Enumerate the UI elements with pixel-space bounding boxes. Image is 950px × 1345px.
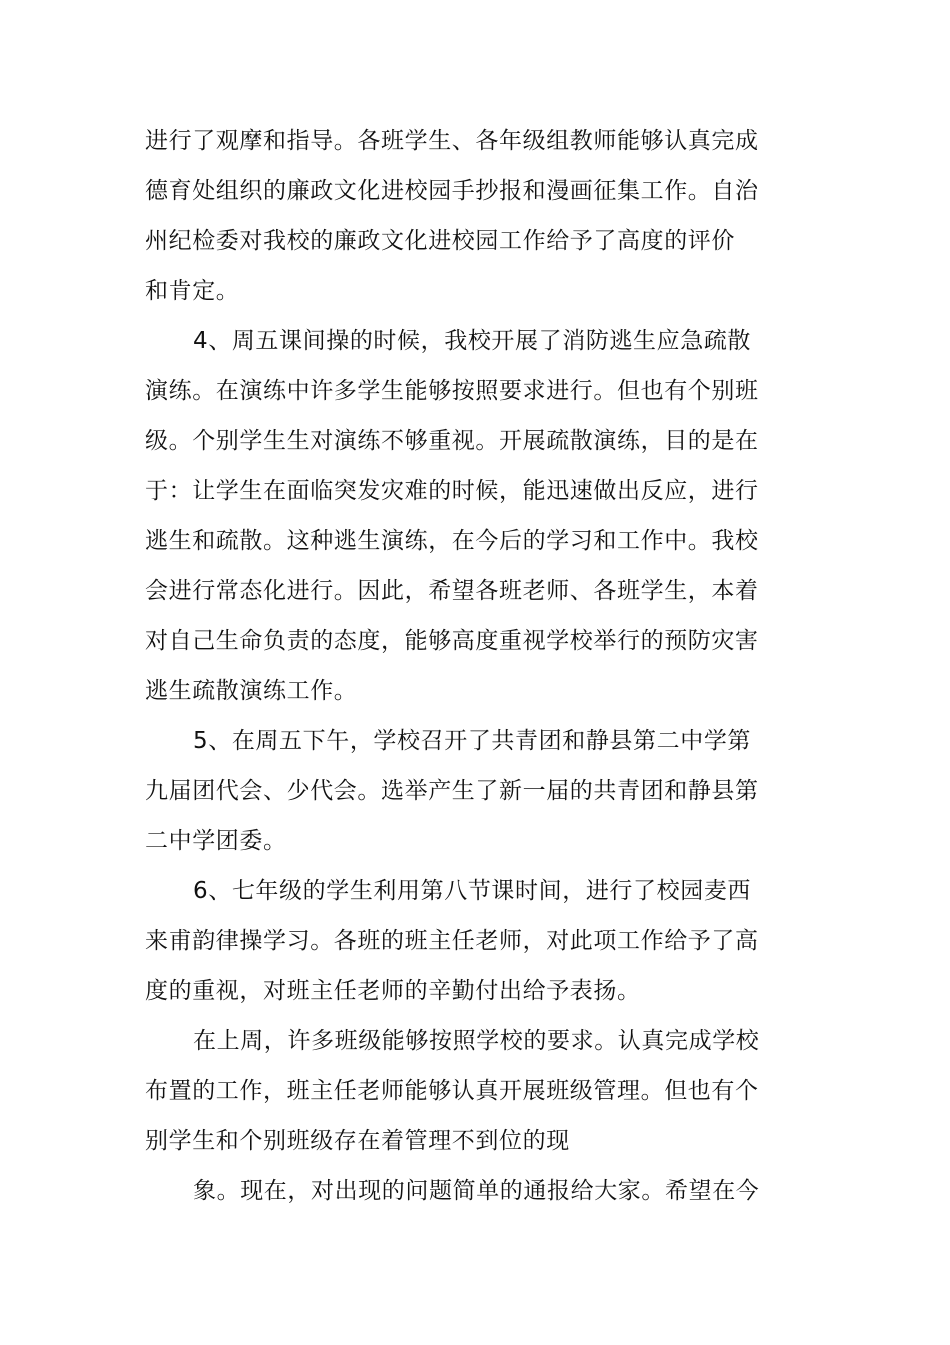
- text-line: 进行了观摩和指导。各班学生、各年级组教师能够认真完成: [145, 128, 759, 154]
- text-line: 九届团代会、少代会。选举产生了新一届的共青团和静县第: [145, 778, 759, 804]
- text-line: 于：让学生在面临突发灾难的时候，能迅速做出反应，进行: [145, 478, 759, 504]
- text-line: 逃生疏散演练工作。: [145, 678, 358, 704]
- text-line: 演练。在演练中许多学生能够按照要求进行。但也有个别班: [145, 378, 759, 404]
- text-line: 级。个别学生生对演练不够重视。开展疏散演练，目的是在: [145, 428, 759, 454]
- text-line: 来甫韵律操学习。各班的班主任老师，对此项工作给予了高: [145, 928, 759, 954]
- paragraph-item-6-start: 6、七年级的学生利用第八节课时间，进行了校园麦西: [193, 878, 752, 904]
- paragraph-item-4-start: 4、周五课间操的时候，我校开展了消防逃生应急疏散: [193, 328, 752, 354]
- paragraph-item-5-start: 5、在周五下午，学校召开了共青团和静县第二中学第: [193, 728, 752, 754]
- text-line: 和肯定。: [145, 278, 240, 304]
- paragraph-closing-start: 象。现在，对出现的问题简单的通报给大家。希望在今: [193, 1178, 760, 1204]
- text-line: 会进行常态化进行。因此，希望各班老师、各班学生，本着: [145, 578, 759, 604]
- text-line: 度的重视，对班主任老师的辛勤付出给予表扬。: [145, 978, 641, 1004]
- text-line: 逃生和疏散。这种逃生演练，在今后的学习和工作中。我校: [145, 528, 759, 554]
- text-line: 德育处组织的廉政文化进校园手抄报和漫画征集工作。自治: [145, 178, 759, 204]
- text-line: 二中学团委。: [145, 828, 287, 854]
- text-line: 对自己生命负责的态度，能够高度重视学校举行的预防灾害: [145, 628, 759, 654]
- paragraph-summary-start: 在上周，许多班级能够按照学校的要求。认真完成学校: [193, 1028, 760, 1054]
- text-line: 别学生和个别班级存在着管理不到位的现: [145, 1128, 570, 1154]
- text-line: 州纪检委对我校的廉政文化进校园工作给予了高度的评价: [145, 228, 735, 254]
- text-line: 布置的工作，班主任老师能够认真开展班级管理。但也有个: [145, 1078, 759, 1104]
